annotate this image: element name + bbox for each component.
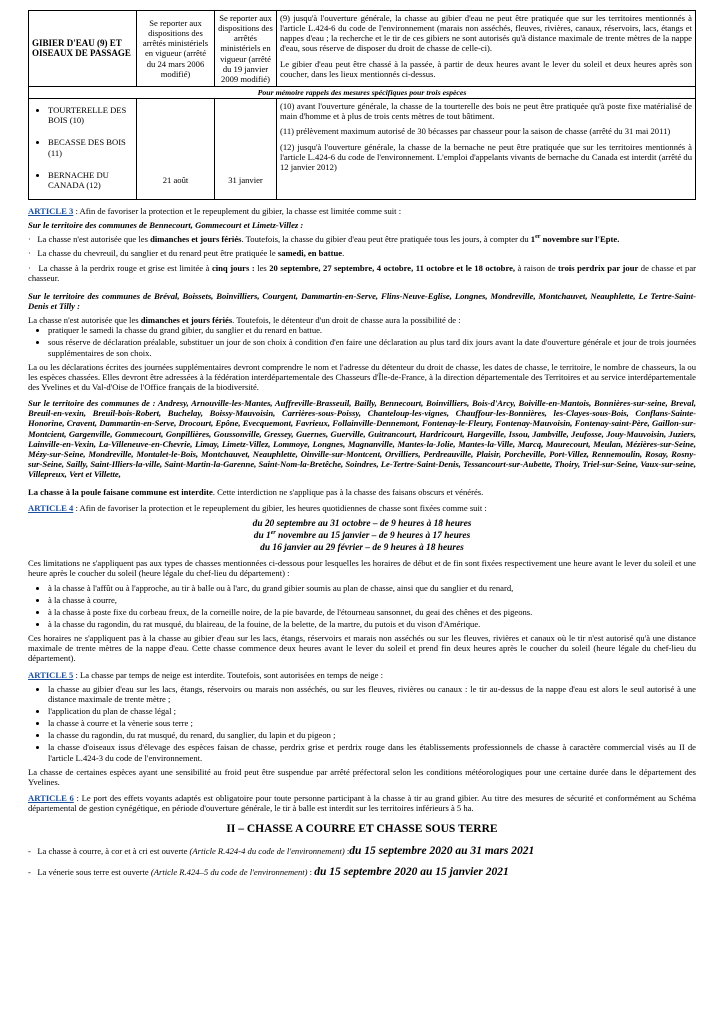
table-row: [29, 86, 696, 98]
closing-date-cell: Se reporter aux dispositions des arrêtés ministériels en vigueur (arrêté du 19 janvier 2009 modifié): [215, 11, 277, 87]
opening-date-cell: Se reporter aux dispositions des arrêtés ministériels en vigueur (arrêté du 24 mars 2006 modifié): [137, 11, 215, 87]
zone-2-line: La chasse n'est autorisée que les dimanches et jours fériés. Toutefois, le détenteur d'un droit de chasse aura la possibilité de :: [28, 315, 461, 326]
article-6: [28, 793, 696, 813]
article-3-intro: : Afin de favoriser la protection et le repeuplement du gibier, la chasse est limitée comme suit :: [73, 206, 402, 217]
list-item: • la chasse du ragondin, du rat musqué, du renard, du sanglier, du lapin et du pigeon ;: [48, 730, 696, 740]
water-game-paragraph: Ces horaires ne s'appliquent pas à la chasse au gibier d'eau sur les lacs, étangs, réservoirs et marais non asséchés ou sur les fleuves, rivières et canaux où le tir n'est autorisé qu'à une distance maximale de trente mètres de la nappe d'eau. Cette chasse commence deux heures avant le lever du soleil et prend fin deux heures après le coucher du soleil (heure légale du chef-lieu du département).: [28, 633, 696, 664]
zone-3-communes: Sur le territoire des communes de : Andresy, Arnouville-les-Mantes, Auffreville-Brasseuil, Bailly, Bennecourt, Boinvilliers, Bois-d'Arcy, Boiville-en-Mantois, Bonnières-sur-seine, Breval, Breuil-en-vexin, Breuil-bois-Robert, Buchelay, Boissy-Mauvoisin, Carrières-sous-Poissy, Chanteloup-les-vignes, Chauffour-les-Bonnières, les-Clayes-sous-Bois, Conflans-Sainte-Honorine, Cravent, Dammartin-en-Serve, Drocourt, Epône, Evecquemont, Favrieux, Follainville-Dennemont, Fontenay-le-Fleury, Fontenay-Mauvoisin, Fontenay-saint-Père, Gaillon-sur-Montcient, Gargenville, Gommecourt, Gonpillières, Goussonville, Gressey, Guernes, Guerville, Guitrancourt, Hardricourt, Hargeville, Issou, Jambville, Jeufosse, Jouy-Mauvoisin, Juziers, Lainville-en-Vexin, La-Villeneuve-en-Chevrie, Limay, Limetz-Villez, Lommoye, Longnes, Magnanville, Mantes-la-Jolie, Mantes-la-Ville, Marcq, Maurecourt, Meulan, Mézières-sur-Seine, Mézy-sur-Seine, Mondreville, Montalet-le-Bois, Montchauvet, Neauphlette, Oinville-sur-Montcent, Orvilliers, Perdreauville, Plaisir, Porcheville, Port-Villez, Rennemoulin, Rosay, Rosny-sur-Seine, Sailly, Saint-Illiers-la-ville, Saint-Martin-la-Garenne, Saint-Nom-la-Bretêche, Soindres, Le-Tertre-Saint-Denis, Tessancourt-sur-Aubette, Thoiry, Triel-sur-Seine, Vaux-sur-seine, Villepreux, Vert et Villette,: [28, 398, 696, 480]
opening-date-cell: 21 août: [137, 99, 215, 200]
article-4-intro: : Afin de favoriser la protection et le repeuplement du gibier, les heures quotidiennes de chasse sont fixées comme suit :: [73, 503, 487, 514]
list-item: • à la chasse à courre,: [48, 595, 696, 605]
list-item: • à la chasse à l'affût ou à l'approche, au tir à balle ou à l'arc, du grand gibier soumis au plan de chasse, ainsi que du sanglier et du renard,: [48, 583, 696, 593]
list-item: • BERNACHE DU CANADA (12): [48, 170, 133, 190]
species-label: GIBIER D'EAU (9) ET OISEAUX DE PASSAGE: [29, 11, 137, 87]
regulation-table: [28, 10, 696, 200]
list-item: • à la chasse du ragondin, du rat musqué, du blaireau, de la fouine, de la belette, de la martre, du putois et du vison d'Amérique.: [48, 619, 696, 629]
venerie-line: - La vénerie sous terre est ouverte (Article R.424–5 du code de l'environnement) : du 15 septembre 2020 au 15 janvier 2021: [28, 866, 509, 879]
species-list-cell: [29, 99, 137, 200]
memo-header: Pour mémoire rappels des mesures spécifiques pour trois espèces: [29, 86, 696, 98]
article-6-label: ARTICLE 6: [28, 792, 74, 803]
table-row: [29, 11, 696, 87]
hours-schedule: [28, 518, 696, 555]
condition-note: (10) avant l'ouverture générale, la chasse de la tourterelle des bois ne peut être pratiquée qu'à poste fixe matérialisé de main d'homme et à plus de trois cents mètres de tout bâtiment.: [280, 101, 692, 122]
list-item: • la chasse d'oiseaux issus d'élevage des espèces faisan de chasse, perdrix grise et perdrix rouge dans les établissements professionnels de chasse à caractère commercial visés au II de l'article L.424-3 du code de l'environnement.: [48, 742, 696, 762]
article-5: [28, 670, 696, 787]
species-list: [32, 105, 133, 190]
list-item: • pratiquer le samedi la chasse du grand gibier, du sanglier et du renard en battue.: [48, 325, 696, 335]
list-item: • TOURTERELLE DES BOIS (10): [48, 105, 133, 125]
courre-line: - La chasse à courre, à cor et à cri est ouverte (Article R.424-4 du code de l'environnement) :du 15 septembre 2020 au 31 mars 2021: [28, 844, 535, 857]
section-title: II – CHASSE A COURRE ET CHASSE SOUS TERRE: [226, 823, 498, 836]
hours-line: du 1er novembre au 15 janvier – de 9 heures à 17 heures: [253, 529, 471, 541]
cold-paragraph: La chasse de certaines espèces ayant une sensibilité au froid peut être suspendue par arrêté préfectoral selon les conditions météorologiques pour une certaine durée dans le département des Yvelines.: [28, 766, 696, 787]
courre-dates: du 15 septembre 2020 au 31 mars 2021: [349, 844, 535, 857]
zone-1-line: · La chasse n'est autorisée que les dimanches et jours fériés. Toutefois, la chasse du gibier d'eau peut être pratiquée tous les jours, à compter du 1er novembre sur l'Epte.: [28, 234, 620, 245]
faisan-paragraph: La chasse à la poule faisane commune est interdite. Cette interdiction ne s'applique pas à la chasse des faisans obscurs et vénérés.: [28, 487, 484, 498]
conditions-cell: [277, 99, 696, 200]
list-item: • BECASSE DES BOIS (11): [48, 137, 133, 157]
article-6-text: : Le port des effets voyants adaptés est obligatoire pour toute personne participant à la chasse à tir au grand gibier. Au titre des mesures de sécurité et conformément au Schéma départemental de gestion cynégétique, en période d'ouverture générale, le tir à balle est interdit sur les territoires inférieurs à 5 ha.: [28, 792, 696, 814]
exceptions-list: [28, 583, 696, 630]
condition-note: (9) jusqu'à l'ouverture générale, la chasse au gibier d'eau ne peut être pratiquée que sur les territoires mentionnés à l'article L.424-6 du code de l'environnement (marais non asséchés, fleuves, rivières, canaux, réservoirs, lacs, étangs et nappes d'eau ; la recherche et le tir de ces gibiers ne sont autorisés qu'à distance maximale de trente mètres de la nappe d'eau, sous réserve de disposer du droit de chasse de celle-ci).: [280, 13, 692, 54]
list-item: • la chasse au gibier d'eau sur les lacs, étangs, réservoirs ou marais non asséchés, ou sur les fleuves, rivières ou canaux : le tir au-dessus de la nappe d'eau est alors le seul autorisé à une distance maximale de trente mètre ;: [48, 684, 696, 704]
closing-date-cell: 31 janvier: [215, 99, 277, 200]
snow-exceptions-list: [28, 684, 696, 763]
zone-1-line: · La chasse du chevreuil, du sanglier et du renard peut être pratiquée le samedi, en battue.: [28, 248, 345, 259]
article-5-intro: : La chasse par temps de neige est interdite. Toutefois, sont autorisées en temps de neige :: [73, 669, 384, 680]
zone-1-title: Sur le territoire des communes de Bennecourt, Gommecourt et Limetz-Villez :: [28, 220, 304, 231]
article-5-label: ARTICLE 5: [28, 669, 74, 680]
article-4-label: ARTICLE 4: [28, 503, 74, 514]
limits-paragraph: Ces limitations ne s'appliquent pas aux types de chasses mentionnées ci-dessous pour lesquelles les horaires de début et de fin sont fixées respectivement une heure avant le lever du soleil et une heure après le coucher du soleil (heure légale du chef-lieu du département) :: [28, 558, 696, 579]
venerie-dates: du 15 septembre 2020 au 15 janvier 2021: [314, 866, 509, 879]
table-row: [29, 99, 696, 200]
list-item: • sous réserve de déclaration préalable, substituer un jour de son choix à condition d'en faire une déclaration au plus tard dix jours avant la date d'ouverture générale et jour de trois journées supplémentaires de son choix.: [48, 337, 696, 357]
zone-2-title: Sur le territoire des communes de Bréval, Boissets, Boinvilliers, Courgent, Dammartin-en-Serve, Flins-Neuve-Eglise, Longnes, Mondreville, Montchauvet, Neauphlette, Le Tertre-Saint-Denis et Tilly :: [28, 290, 696, 311]
hours-line: du 16 janvier au 29 février – de 9 heures à 18 heures: [260, 543, 464, 554]
article-4: [28, 503, 696, 663]
list-item: • l'application du plan de chasse légal ;: [48, 706, 696, 716]
article-3: [28, 206, 696, 497]
zone-1-line: · La chasse à la perdrix rouge et grise est limitée à cinq jours : les 20 septembre, 27 septembre, 4 octobre, 11 octobre et le 18 octobre, à raison de trois perdrix par jour de chasse et par chasseur.: [28, 262, 697, 283]
conditions-cell: [277, 11, 696, 87]
zone-2-options: [28, 325, 696, 357]
condition-note: Le gibier d'eau peut être chassé à la passée, à partir de deux heures avant le lever du soleil et deux heures après son coucher, dans les lieux mentionnés ci-dessus.: [280, 58, 692, 79]
article-3-label: ARTICLE 3: [28, 206, 74, 217]
declaration-paragraph: La ou les déclarations écrites des journées supplémentaires devront comprendre le nom et l'adresse du détenteur du droit de chasse, les dates de chasse, le territoire, le nombre de chasseurs, la ou les espèces chassées. Elles devront être adressées à la fédération interdépartementale des Chasseurs d'Île-de-France, à la direction départementale des Territoires et au service interdépartementale des Yvelines et du Val-d'Oise de l'Office français de la biodiversité.: [28, 361, 696, 392]
list-item: • la chasse à courre et la vènerie sous terre ;: [48, 718, 696, 728]
hours-line: du 20 septembre au 31 octobre – de 9 heures à 18 heures: [252, 518, 472, 529]
condition-note: (11) prélèvement maximum autorisé de 30 bécasses par chasseur pour la saison de chasse (arrêté du 31 mai 2011): [280, 126, 671, 137]
list-item: • à la chasse à poste fixe du corbeau freux, de la corneille noire, de la pie bavarde, de l'étourneau sansonnet, du geai des chênes et des pigeons.: [48, 607, 696, 617]
condition-note: (12) jusqu'à l'ouverture générale, la chasse de la bernache ne peut être pratiquée que sur les territoires mentionnés à l'article L.424-6 du code de l'environnement. L'emploi d'appelants vivants de bernache du Canada est interdit (arrêté du 12 janvier 2012): [280, 141, 692, 172]
